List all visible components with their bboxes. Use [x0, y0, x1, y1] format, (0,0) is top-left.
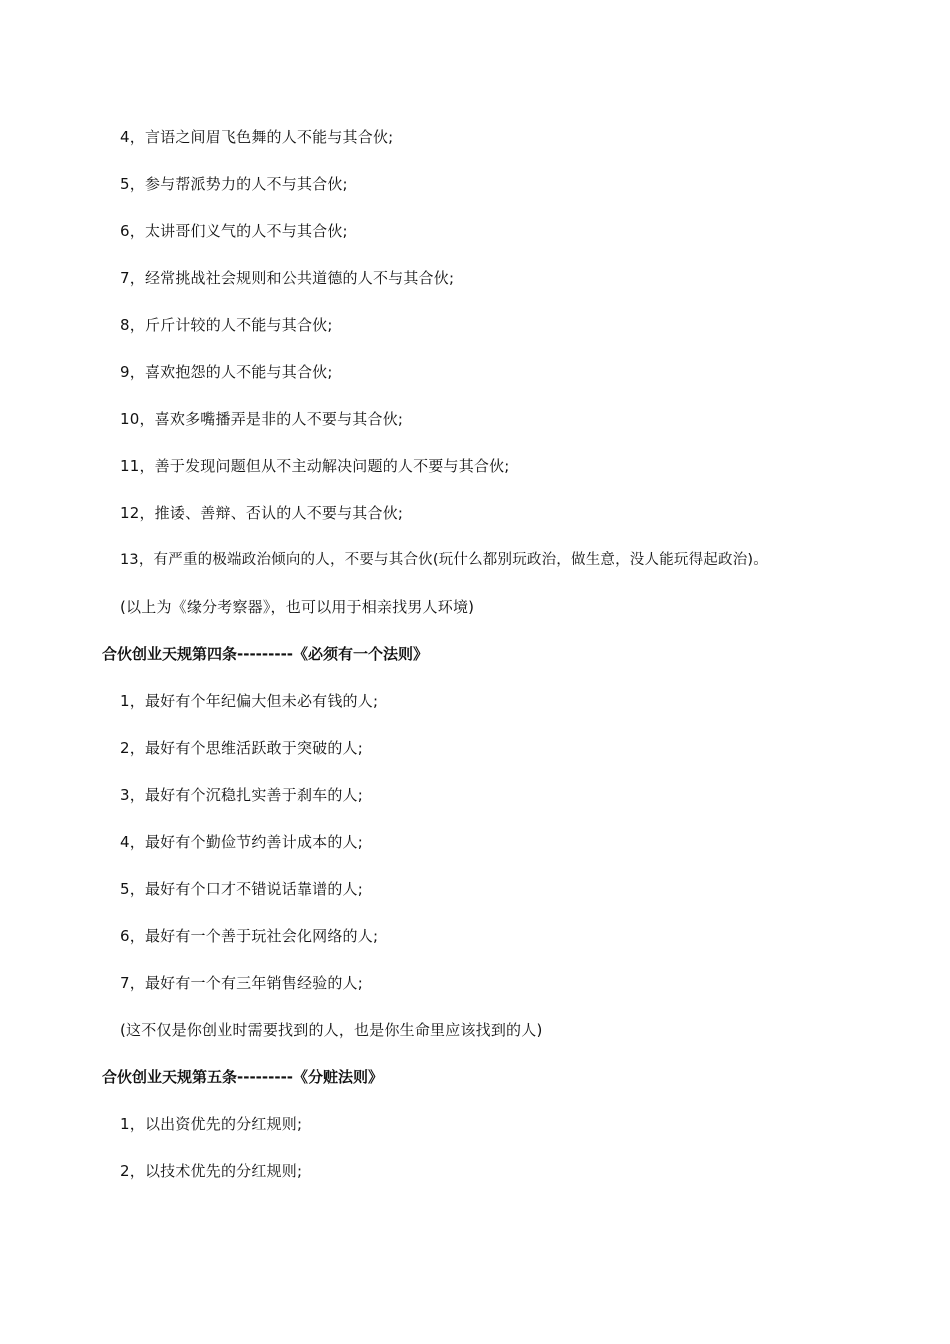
list-item: 5，参与帮派势力的人不与其合伙;	[120, 175, 348, 193]
list-item: 6，太讲哥们义气的人不与其合伙;	[120, 222, 348, 240]
list-item: 4，言语之间眉飞色舞的人不能与其合伙;	[120, 128, 394, 146]
list-item: 13，有严重的极端政治倾向的人，不要与其合伙(玩什么都别玩政治，做生意，没人能玩得起政治)。	[120, 552, 768, 568]
list-item: 10，喜欢多嘴播弄是非的人不要与其合伙;	[120, 410, 404, 428]
section-note: (这不仅是你创业时需要找到的人，也是你生命里应该找到的人)	[120, 1021, 543, 1039]
list-item: 4，最好有个勤俭节约善计成本的人;	[120, 833, 363, 851]
list-item: 8，斤斤计较的人不能与其合伙;	[120, 316, 333, 334]
list-item: 2，以技术优先的分红规则;	[120, 1162, 303, 1180]
list-item: 1，最好有个年纪偏大但未必有钱的人;	[120, 692, 379, 710]
section-note: (以上为《缘分考察器》，也可以用于相亲找男人环境)	[120, 598, 475, 616]
list-item: 3，最好有个沉稳扎实善于刹车的人;	[120, 786, 363, 804]
section-heading: 合伙创业天规第四条---------《必须有一个法则》	[102, 645, 429, 663]
section-heading: 合伙创业天规第五条---------《分赃法则》	[102, 1068, 384, 1086]
list-item: 12，推诿、善辩、否认的人不要与其合伙;	[120, 504, 404, 522]
list-item: 9，喜欢抱怨的人不能与其合伙;	[120, 363, 333, 381]
list-item: 1，以出资优先的分红规则;	[120, 1115, 303, 1133]
list-item: 2，最好有个思维活跃敢于突破的人;	[120, 739, 363, 757]
list-item: 7，最好有一个有三年销售经验的人;	[120, 974, 363, 992]
list-item: 11，善于发现问题但从不主动解决问题的人不要与其合伙;	[120, 457, 510, 475]
list-item: 6，最好有一个善于玩社会化网络的人;	[120, 927, 379, 945]
list-item: 5，最好有个口才不错说话靠谱的人;	[120, 880, 363, 898]
list-item: 7，经常挑战社会规则和公共道德的人不与其合伙;	[120, 269, 455, 287]
